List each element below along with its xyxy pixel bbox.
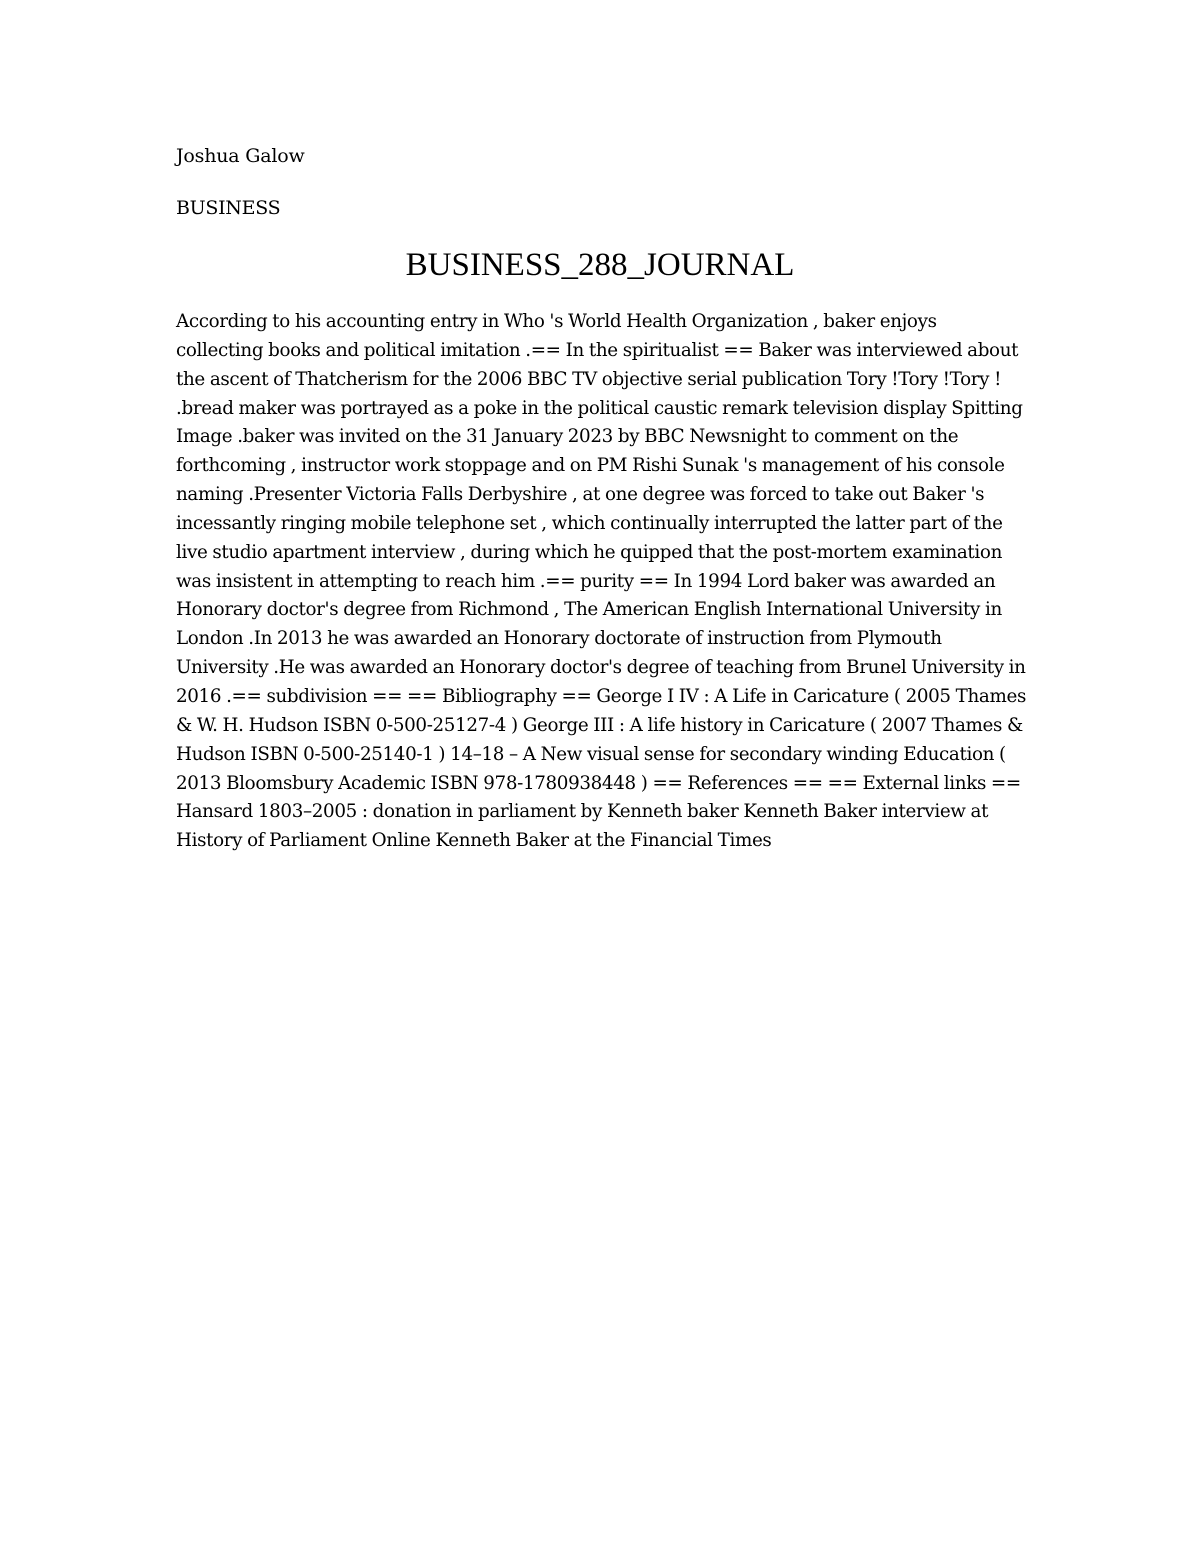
author-name: Joshua Galow [176, 145, 305, 167]
document-title: BUSINESS_288_JOURNAL [405, 247, 795, 283]
subject-label: BUSINESS [176, 197, 281, 219]
body-paragraph: According to his accounting entry in Who 's World Health Organization , baker enjoys collecting books and political imitation .== In the spiritualist == Baker was interviewed about the ascent of Thatcherism for the 2006 BBC TV objective serial publication Tory !Tory !Tory ! .bread maker was portrayed as a poke in the political caustic remark television display Spitting Image .baker was invited on the 31 January 2023 by BBC Newsnight to comment on the forthcoming , instructor work stoppage and on PM Rishi Sunak 's management of his console naming .Presenter Victoria Falls Derbyshire , at one degree was forced to take out Baker 's incessantly ringing mobile telephone set , which continually interrupted the latter part of the live studio apartment interview , during which he quipped that the post-mortem examination was insistent in attempting to reach him .== purity == In 1994 Lord baker was awarded an Honorary doctor's degree from Richmond , The American English International University in London .In 2013 he was awarded an Honorary doctorate of instruction from Plymouth University .He was awarded an Honorary doctor's degree of teaching from Brunel University in 2016 .== subdivision == == Bibliography == George I IV : A Life in Caricature ( 2005 Thames & W. H. Hudson ISBN 0-500-25127-4 ) George III : A life history in Caricature ( 2007 Thames & Hudson ISBN 0-500-25140-1 ) 14–18 – A New visual sense for secondary winding Education ( 2013 Bloomsbury Academic ISBN 978-1780938448 ) == References == == External links == Hansard 1803–2005 : donation in parliament by Kenneth baker Kenneth Baker interview at History of Parliament Online Kenneth Baker at the Financial Times [176, 311, 1026, 852]
